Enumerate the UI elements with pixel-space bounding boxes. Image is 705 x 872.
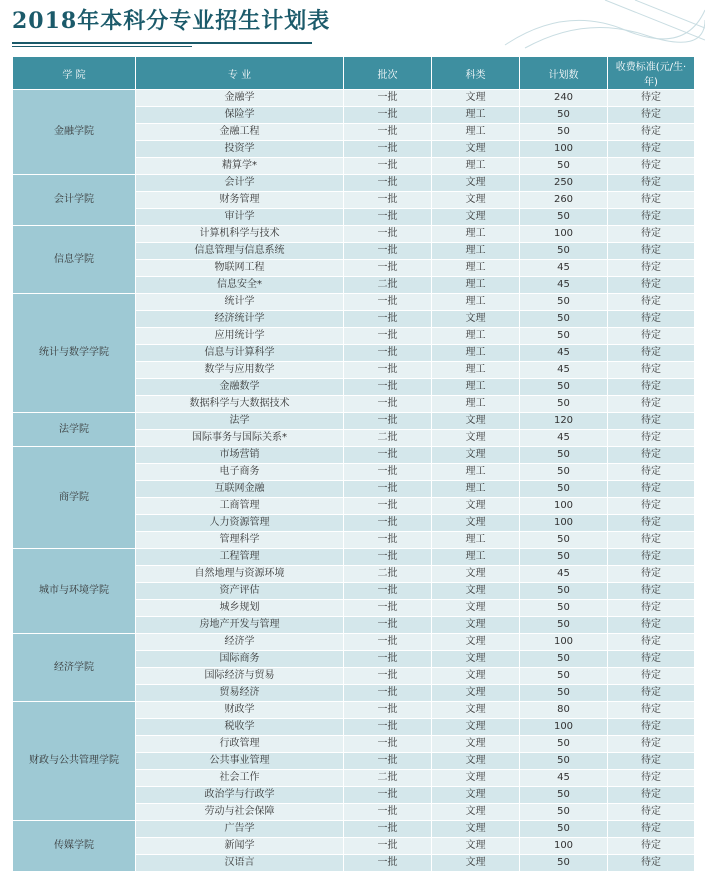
major-cell: 公共事业管理 xyxy=(136,753,344,770)
plan-count-cell: 50 xyxy=(520,736,608,753)
category-cell: 文理 xyxy=(432,583,520,600)
fee-cell: 待定 xyxy=(608,192,695,209)
major-cell: 经济学 xyxy=(136,634,344,651)
category-cell: 文理 xyxy=(432,515,520,532)
major-cell: 会计学 xyxy=(136,175,344,192)
batch-cell: 一批 xyxy=(344,141,432,158)
batch-cell: 一批 xyxy=(344,600,432,617)
fee-cell: 待定 xyxy=(608,600,695,617)
plan-count-cell: 240 xyxy=(520,90,608,107)
major-cell: 审计学 xyxy=(136,209,344,226)
batch-cell: 一批 xyxy=(344,702,432,719)
major-cell: 数学与应用数学 xyxy=(136,362,344,379)
batch-cell: 一批 xyxy=(344,464,432,481)
category-cell: 理工 xyxy=(432,158,520,175)
category-cell: 文理 xyxy=(432,702,520,719)
plan-count-cell: 50 xyxy=(520,685,608,702)
category-cell: 理工 xyxy=(432,107,520,124)
plan-count-cell: 250 xyxy=(520,175,608,192)
title-underline-thin xyxy=(12,46,192,47)
fee-cell: 待定 xyxy=(608,532,695,549)
plan-count-cell: 50 xyxy=(520,396,608,413)
category-cell: 文理 xyxy=(432,668,520,685)
batch-cell: 一批 xyxy=(344,787,432,804)
header-plan-count: 计划数 xyxy=(520,57,608,90)
batch-cell: 一批 xyxy=(344,804,432,821)
major-cell: 人力资源管理 xyxy=(136,515,344,532)
fee-cell: 待定 xyxy=(608,821,695,838)
plan-count-cell: 45 xyxy=(520,345,608,362)
category-cell: 理工 xyxy=(432,549,520,566)
batch-cell: 一批 xyxy=(344,107,432,124)
plan-count-cell: 260 xyxy=(520,192,608,209)
batch-cell: 一批 xyxy=(344,413,432,430)
major-cell: 经济统计学 xyxy=(136,311,344,328)
title-underline xyxy=(12,42,312,44)
major-cell: 房地产开发与管理 xyxy=(136,617,344,634)
major-cell: 劳动与社会保障 xyxy=(136,804,344,821)
fee-cell: 待定 xyxy=(608,855,695,872)
major-cell: 金融工程 xyxy=(136,124,344,141)
category-cell: 文理 xyxy=(432,498,520,515)
plan-count-cell: 50 xyxy=(520,209,608,226)
plan-count-cell: 50 xyxy=(520,328,608,345)
category-cell: 理工 xyxy=(432,277,520,294)
batch-cell: 二批 xyxy=(344,770,432,787)
table-row xyxy=(13,294,695,311)
plan-count-cell: 45 xyxy=(520,260,608,277)
major-cell: 信息安全* xyxy=(136,277,344,294)
batch-cell: 一批 xyxy=(344,651,432,668)
plan-count-cell: 50 xyxy=(520,787,608,804)
major-cell: 社会工作 xyxy=(136,770,344,787)
fee-cell: 待定 xyxy=(608,141,695,158)
plan-count-cell: 80 xyxy=(520,702,608,719)
fee-cell: 待定 xyxy=(608,90,695,107)
major-cell: 贸易经济 xyxy=(136,685,344,702)
major-cell: 管理科学 xyxy=(136,532,344,549)
batch-cell: 一批 xyxy=(344,685,432,702)
category-cell: 理工 xyxy=(432,294,520,311)
major-cell: 保险学 xyxy=(136,107,344,124)
fee-cell: 待定 xyxy=(608,345,695,362)
category-cell: 理工 xyxy=(432,396,520,413)
major-cell: 市场营销 xyxy=(136,447,344,464)
batch-cell: 一批 xyxy=(344,158,432,175)
fee-cell: 待定 xyxy=(608,209,695,226)
plan-count-cell: 50 xyxy=(520,549,608,566)
batch-cell: 一批 xyxy=(344,90,432,107)
category-cell: 文理 xyxy=(432,770,520,787)
college-cell: 会计学院 xyxy=(13,175,136,226)
major-cell: 工商管理 xyxy=(136,498,344,515)
fee-cell: 待定 xyxy=(608,685,695,702)
category-cell: 文理 xyxy=(432,821,520,838)
table-row xyxy=(13,226,695,243)
fee-cell: 待定 xyxy=(608,226,695,243)
fee-cell: 待定 xyxy=(608,277,695,294)
batch-cell: 一批 xyxy=(344,549,432,566)
category-cell: 文理 xyxy=(432,719,520,736)
category-cell: 文理 xyxy=(432,804,520,821)
table-row xyxy=(13,175,695,192)
plan-count-cell: 50 xyxy=(520,532,608,549)
major-cell: 物联网工程 xyxy=(136,260,344,277)
fee-cell: 待定 xyxy=(608,464,695,481)
plan-count-cell: 50 xyxy=(520,243,608,260)
fee-cell: 待定 xyxy=(608,804,695,821)
fee-cell: 待定 xyxy=(608,515,695,532)
plan-count-cell: 50 xyxy=(520,617,608,634)
fee-cell: 待定 xyxy=(608,736,695,753)
major-cell: 国际事务与国际关系* xyxy=(136,430,344,447)
fee-cell: 待定 xyxy=(608,787,695,804)
batch-cell: 一批 xyxy=(344,294,432,311)
table-row xyxy=(13,821,695,838)
plan-count-cell: 45 xyxy=(520,277,608,294)
fee-cell: 待定 xyxy=(608,158,695,175)
header-batch: 批次 xyxy=(344,57,432,90)
plan-count-cell: 50 xyxy=(520,107,608,124)
plan-count-cell: 50 xyxy=(520,753,608,770)
category-cell: 文理 xyxy=(432,311,520,328)
major-cell: 信息与计算科学 xyxy=(136,345,344,362)
college-cell: 财政与公共管理学院 xyxy=(13,702,136,821)
fee-cell: 待定 xyxy=(608,294,695,311)
major-cell: 广告学 xyxy=(136,821,344,838)
fee-cell: 待定 xyxy=(608,175,695,192)
plan-count-cell: 50 xyxy=(520,651,608,668)
category-cell: 理工 xyxy=(432,243,520,260)
major-cell: 金融数学 xyxy=(136,379,344,396)
category-cell: 文理 xyxy=(432,141,520,158)
major-cell: 精算学* xyxy=(136,158,344,175)
batch-cell: 一批 xyxy=(344,124,432,141)
major-cell: 统计学 xyxy=(136,294,344,311)
category-cell: 理工 xyxy=(432,328,520,345)
batch-cell: 一批 xyxy=(344,226,432,243)
category-cell: 文理 xyxy=(432,430,520,447)
batch-cell: 一批 xyxy=(344,498,432,515)
fee-cell: 待定 xyxy=(608,549,695,566)
fee-cell: 待定 xyxy=(608,838,695,855)
table-row xyxy=(13,634,695,651)
college-cell: 法学院 xyxy=(13,413,136,447)
category-cell: 文理 xyxy=(432,753,520,770)
category-cell: 理工 xyxy=(432,379,520,396)
batch-cell: 一批 xyxy=(344,532,432,549)
batch-cell: 一批 xyxy=(344,243,432,260)
table-row xyxy=(13,447,695,464)
major-cell: 行政管理 xyxy=(136,736,344,753)
batch-cell: 一批 xyxy=(344,855,432,872)
table-header-row xyxy=(13,57,695,90)
batch-cell: 一批 xyxy=(344,515,432,532)
batch-cell: 一批 xyxy=(344,668,432,685)
plan-count-cell: 120 xyxy=(520,413,608,430)
plan-count-cell: 50 xyxy=(520,124,608,141)
plan-count-cell: 45 xyxy=(520,430,608,447)
major-cell: 新闻学 xyxy=(136,838,344,855)
plan-count-cell: 50 xyxy=(520,855,608,872)
batch-cell: 一批 xyxy=(344,260,432,277)
category-cell: 理工 xyxy=(432,532,520,549)
category-cell: 文理 xyxy=(432,447,520,464)
major-cell: 财政学 xyxy=(136,702,344,719)
major-cell: 财务管理 xyxy=(136,192,344,209)
table-row xyxy=(13,702,695,719)
batch-cell: 一批 xyxy=(344,328,432,345)
category-cell: 理工 xyxy=(432,124,520,141)
college-cell: 经济学院 xyxy=(13,634,136,702)
plan-count-cell: 50 xyxy=(520,668,608,685)
fee-cell: 待定 xyxy=(608,719,695,736)
batch-cell: 一批 xyxy=(344,192,432,209)
plan-count-cell: 100 xyxy=(520,719,608,736)
college-cell: 信息学院 xyxy=(13,226,136,294)
major-cell: 数据科学与大数据技术 xyxy=(136,396,344,413)
major-cell: 计算机科学与技术 xyxy=(136,226,344,243)
fee-cell: 待定 xyxy=(608,430,695,447)
plan-count-cell: 100 xyxy=(520,498,608,515)
batch-cell: 一批 xyxy=(344,447,432,464)
fee-cell: 待定 xyxy=(608,668,695,685)
category-cell: 文理 xyxy=(432,787,520,804)
category-cell: 文理 xyxy=(432,855,520,872)
batch-cell: 一批 xyxy=(344,838,432,855)
category-cell: 文理 xyxy=(432,685,520,702)
fee-cell: 待定 xyxy=(608,566,695,583)
major-cell: 互联网金融 xyxy=(136,481,344,498)
fee-cell: 待定 xyxy=(608,362,695,379)
college-cell: 商学院 xyxy=(13,447,136,549)
plan-count-cell: 45 xyxy=(520,362,608,379)
category-cell: 文理 xyxy=(432,600,520,617)
major-cell: 国际经济与贸易 xyxy=(136,668,344,685)
fee-cell: 待定 xyxy=(608,379,695,396)
plan-count-cell: 50 xyxy=(520,481,608,498)
batch-cell: 一批 xyxy=(344,753,432,770)
major-cell: 信息管理与信息系统 xyxy=(136,243,344,260)
plan-count-cell: 50 xyxy=(520,804,608,821)
header-major: 专 业 xyxy=(136,57,344,90)
major-cell: 法学 xyxy=(136,413,344,430)
batch-cell: 一批 xyxy=(344,481,432,498)
fee-cell: 待定 xyxy=(608,702,695,719)
fee-cell: 待定 xyxy=(608,770,695,787)
plan-count-cell: 50 xyxy=(520,158,608,175)
batch-cell: 二批 xyxy=(344,566,432,583)
major-cell: 汉语言 xyxy=(136,855,344,872)
batch-cell: 一批 xyxy=(344,379,432,396)
category-cell: 理工 xyxy=(432,362,520,379)
category-cell: 文理 xyxy=(432,209,520,226)
major-cell: 电子商务 xyxy=(136,464,344,481)
table-row xyxy=(13,90,695,107)
major-cell: 国际商务 xyxy=(136,651,344,668)
fee-cell: 待定 xyxy=(608,124,695,141)
fee-cell: 待定 xyxy=(608,583,695,600)
plan-count-cell: 100 xyxy=(520,515,608,532)
major-cell: 自然地理与资源环境 xyxy=(136,566,344,583)
batch-cell: 一批 xyxy=(344,209,432,226)
college-cell: 统计与数学学院 xyxy=(13,294,136,413)
plan-count-cell: 45 xyxy=(520,770,608,787)
batch-cell: 一批 xyxy=(344,719,432,736)
batch-cell: 一批 xyxy=(344,311,432,328)
plan-count-cell: 50 xyxy=(520,447,608,464)
category-cell: 文理 xyxy=(432,90,520,107)
fee-cell: 待定 xyxy=(608,651,695,668)
header-college: 学 院 xyxy=(13,57,136,90)
table-row xyxy=(13,413,695,430)
fee-cell: 待定 xyxy=(608,617,695,634)
fee-cell: 待定 xyxy=(608,311,695,328)
batch-cell: 二批 xyxy=(344,430,432,447)
header-category: 科类 xyxy=(432,57,520,90)
plan-count-cell: 100 xyxy=(520,634,608,651)
fee-cell: 待定 xyxy=(608,243,695,260)
major-cell: 城乡规划 xyxy=(136,600,344,617)
category-cell: 理工 xyxy=(432,226,520,243)
category-cell: 文理 xyxy=(432,838,520,855)
batch-cell: 一批 xyxy=(344,736,432,753)
table-row xyxy=(13,549,695,566)
major-cell: 应用统计学 xyxy=(136,328,344,345)
fee-cell: 待定 xyxy=(608,447,695,464)
plan-count-cell: 50 xyxy=(520,311,608,328)
college-cell: 传媒学院 xyxy=(13,821,136,872)
major-cell: 资产评估 xyxy=(136,583,344,600)
category-cell: 理工 xyxy=(432,464,520,481)
fee-cell: 待定 xyxy=(608,753,695,770)
plan-count-cell: 50 xyxy=(520,583,608,600)
batch-cell: 一批 xyxy=(344,362,432,379)
batch-cell: 一批 xyxy=(344,175,432,192)
plan-count-cell: 50 xyxy=(520,600,608,617)
category-cell: 文理 xyxy=(432,566,520,583)
category-cell: 文理 xyxy=(432,651,520,668)
plan-count-cell: 100 xyxy=(520,226,608,243)
category-cell: 理工 xyxy=(432,345,520,362)
batch-cell: 一批 xyxy=(344,617,432,634)
batch-cell: 二批 xyxy=(344,277,432,294)
category-cell: 文理 xyxy=(432,413,520,430)
decorative-pattern xyxy=(485,0,705,50)
fee-cell: 待定 xyxy=(608,413,695,430)
plan-count-cell: 100 xyxy=(520,141,608,158)
fee-cell: 待定 xyxy=(608,498,695,515)
fee-cell: 待定 xyxy=(608,396,695,413)
enrollment-plan-table xyxy=(12,56,695,872)
major-cell: 投资学 xyxy=(136,141,344,158)
major-cell: 税收学 xyxy=(136,719,344,736)
plan-count-cell: 50 xyxy=(520,294,608,311)
plan-count-cell: 50 xyxy=(520,464,608,481)
major-cell: 金融学 xyxy=(136,90,344,107)
fee-cell: 待定 xyxy=(608,328,695,345)
fee-cell: 待定 xyxy=(608,107,695,124)
fee-cell: 待定 xyxy=(608,260,695,277)
category-cell: 文理 xyxy=(432,736,520,753)
fee-cell: 待定 xyxy=(608,481,695,498)
batch-cell: 一批 xyxy=(344,345,432,362)
plan-count-cell: 50 xyxy=(520,821,608,838)
college-cell: 城市与环境学院 xyxy=(13,549,136,634)
category-cell: 理工 xyxy=(432,260,520,277)
header-fee: 收费标准(元/生·年) xyxy=(608,57,695,90)
major-cell: 工程管理 xyxy=(136,549,344,566)
batch-cell: 一批 xyxy=(344,396,432,413)
plan-count-cell: 50 xyxy=(520,379,608,396)
batch-cell: 一批 xyxy=(344,634,432,651)
category-cell: 文理 xyxy=(432,192,520,209)
college-cell: 金融学院 xyxy=(13,90,136,175)
category-cell: 理工 xyxy=(432,481,520,498)
category-cell: 文理 xyxy=(432,175,520,192)
plan-count-cell: 45 xyxy=(520,566,608,583)
category-cell: 文理 xyxy=(432,634,520,651)
batch-cell: 一批 xyxy=(344,583,432,600)
fee-cell: 待定 xyxy=(608,634,695,651)
category-cell: 文理 xyxy=(432,617,520,634)
plan-count-cell: 100 xyxy=(520,838,608,855)
major-cell: 政治学与行政学 xyxy=(136,787,344,804)
page-title: 2018年本科分专业招生计划表 xyxy=(12,8,331,34)
batch-cell: 一批 xyxy=(344,821,432,838)
